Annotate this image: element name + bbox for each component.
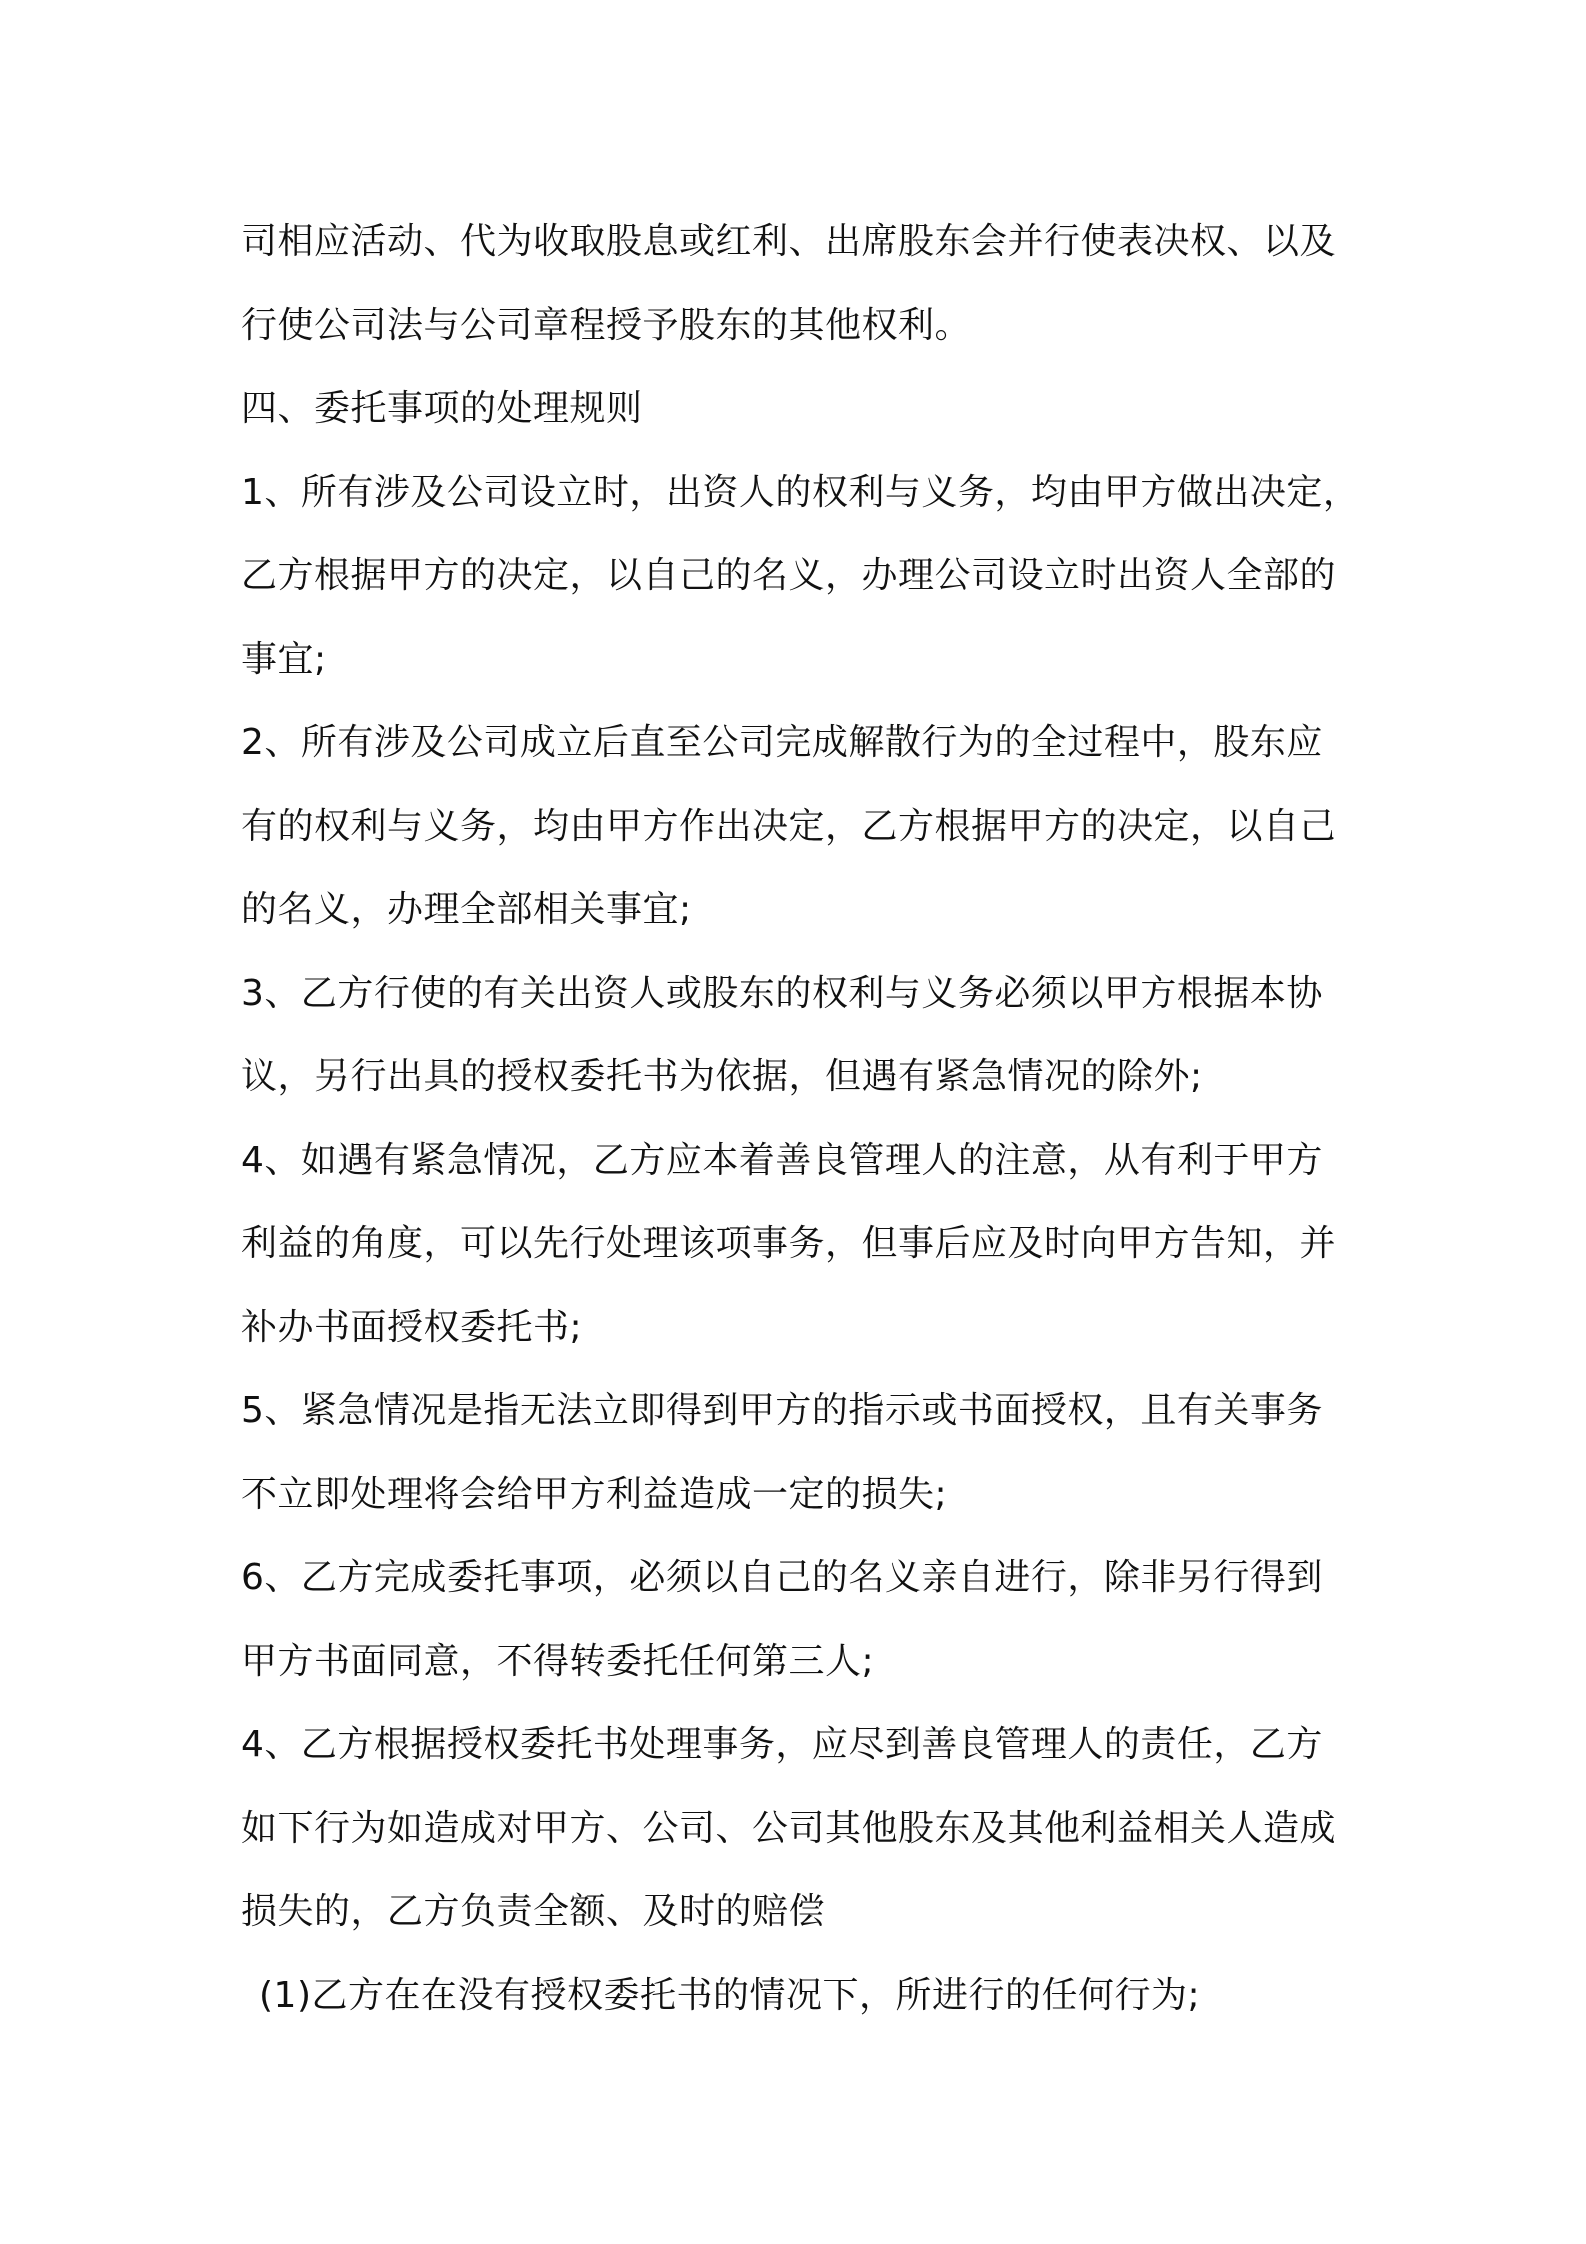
clause-3-line: 议，另行出具的授权委托书为依据，但遇有紧急情况的除外;: [241, 1056, 1203, 1097]
clause-3-line: 3、乙方行使的有关出资人或股东的权利与义务必须以甲方根据本协: [241, 972, 1323, 1014]
clause-6-line: 甲方书面同意，不得转委托任何第三人;: [241, 1640, 875, 1682]
clause-4-line: 利益的角度，可以先行处理该项事务，但事后应及时向甲方告知，并: [241, 1223, 1337, 1264]
clause-2-line: 有的权利与义务，均由甲方作出决定，乙方根据甲方的决定，以自己: [241, 805, 1337, 847]
clause-7-line: 损失的，乙方负责全额、及时的赔偿: [241, 1891, 826, 1932]
clause-4-line: 补办书面授权委托书;: [241, 1306, 583, 1348]
text-line: 司相应活动、代为收取股息或红利、出席股东会并行使表决权、以及: [241, 221, 1337, 262]
clause-2-line: 2、所有涉及公司成立后直至公司完成解散行为的全过程中，股东应: [241, 722, 1323, 763]
clause-2-line: 的名义，办理全部相关事宜;: [241, 889, 692, 930]
document-body: [241, 200, 1361, 2037]
clause-7-line: 4、乙方根据授权委托书处理事务，应尽到善良管理人的责任，乙方: [241, 1724, 1323, 1765]
clause-4-line: 4、如遇有紧急情况，乙方应本着善良管理人的注意，从有利于甲方: [241, 1139, 1323, 1181]
sub-item-line: (1)乙方在在没有授权委托书的情况下，所进行的任何行为;: [259, 1974, 1201, 2016]
clause-1-line: 1、所有涉及公司设立时，出资人的权利与义务，均由甲方做出决定，: [241, 471, 1360, 513]
clause-1-line: 事宜;: [241, 638, 327, 680]
clause-5-line: 不立即处理将会给甲方利益造成一定的损失;: [241, 1473, 948, 1515]
clause-6-line: 6、乙方完成委托事项，必须以自己的名义亲自进行，除非另行得到: [241, 1557, 1323, 1598]
clause-7-line: 如下行为如造成对甲方、公司、公司其他股东及其他利益相关人造成: [241, 1807, 1337, 1849]
text-line: 行使公司法与公司章程授予股东的其他权利。: [241, 304, 972, 346]
section-heading: 四、委托事项的处理规则: [241, 388, 643, 429]
clause-1-line: 乙方根据甲方的决定，以自己的名义，办理公司设立时出资人全部的: [241, 555, 1337, 596]
clause-5-line: 5、紧急情况是指无法立即得到甲方的指示或书面授权，且有关事务: [241, 1390, 1323, 1431]
